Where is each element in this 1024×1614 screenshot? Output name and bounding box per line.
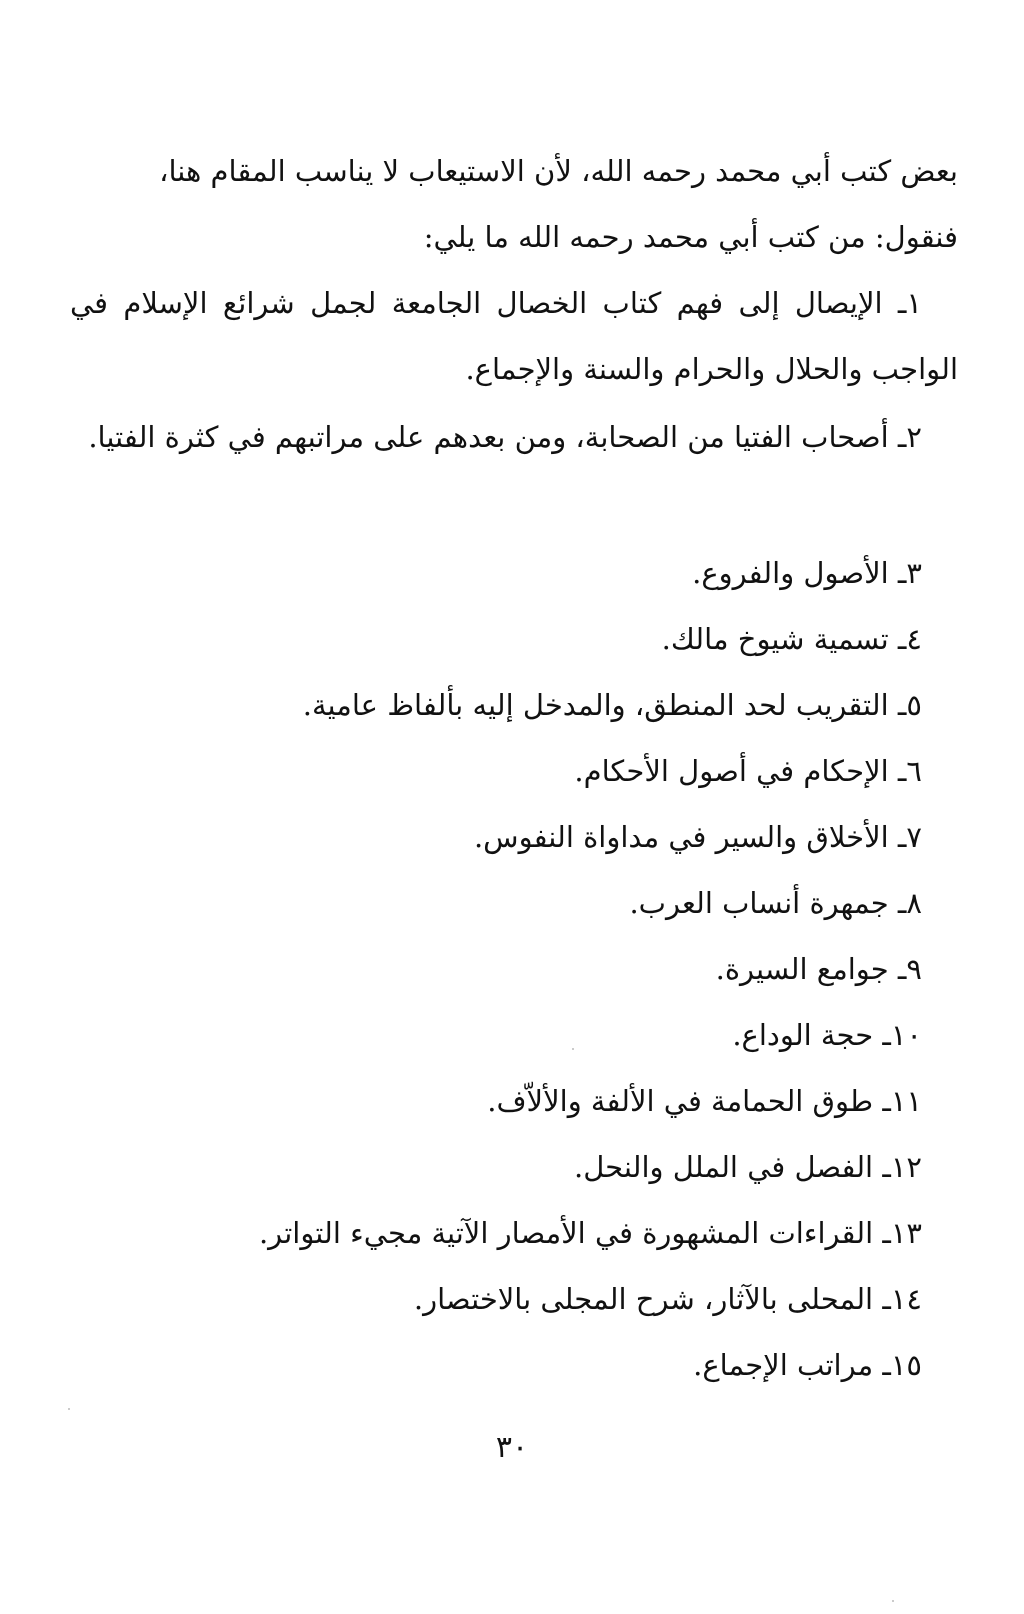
list-item-7: ٧ـ الأخلاق والسير في مداواة النفوس. [473,820,922,854]
scan-speck [572,1048,574,1050]
page-number: ٣٠ [495,1430,529,1465]
intro-line-2: فنقول: من كتب أبي محمد رحمه الله ما يلي: [423,220,958,254]
intro-paragraph [70,138,958,270]
list-item-2: ٢ـ أصحاب الفتيا من الصحابة، ومن بعدهم على مراتبهم في كثرة الفتيا. [88,420,922,454]
list-item-6: ٦ـ الإحكام في أصول الأحكام. [574,754,922,788]
list-item-11: ١١ـ طوق الحمامة في الألفة والألاّف. [487,1084,922,1118]
list-item-4: ٤ـ تسمية شيوخ مالك. [661,622,922,656]
list-item-5: ٥ـ التقريب لحد المنطق، والمدخل إليه بألفاظ عامية. [302,688,922,722]
scan-speck [892,1600,894,1602]
list-item-12: ١٢ـ الفصل في الملل والنحل. [573,1150,922,1184]
list-item-8: ٨ـ جمهرة أنساب العرب. [629,886,922,920]
list-item-3: ٣ـ الأصول والفروع. [692,556,922,590]
scan-speck [68,1408,70,1410]
list-item-9: ٩ـ جوامع السيرة. [715,952,922,986]
list-item-13: ١٣ـ القراءات المشهورة في الأمصار الآتية مجيء التواتر. [258,1216,922,1250]
list-item-1: ١ـ الإيصال إلى فهم كتاب الخصال الجامعة لجمل شرائع الإسلام في الواجب والحلال والحرام والسنة والإجماع. [70,286,958,386]
list-item-15: ١٥ـ مراتب الإجماع. [693,1348,922,1382]
intro-line-1: بعض كتب أبي محمد رحمه الله، لأن الاستيعاب لا يناسب المقام هنا، [159,154,958,188]
list-item-10: ١٠ـ حجة الوداع. [732,1018,922,1052]
list-item-14: ١٤ـ المحلى بالآثار، شرح المجلى بالاختصار. [413,1282,922,1316]
book-list [70,540,958,1398]
